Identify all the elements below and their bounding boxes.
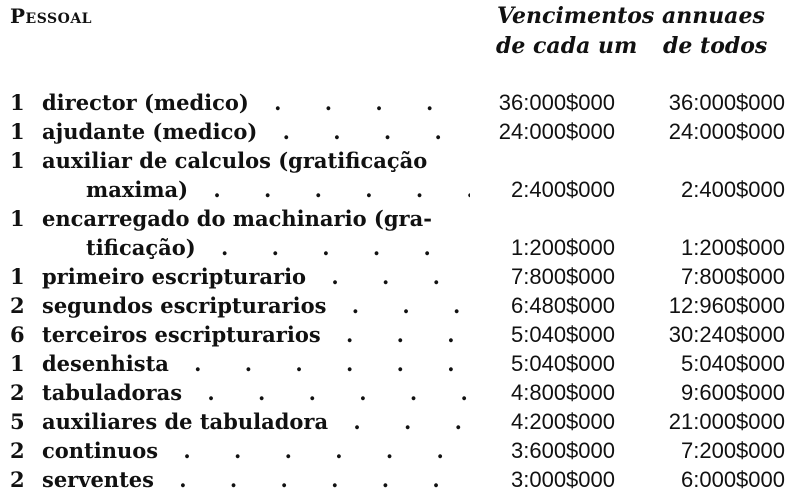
table-row [0, 177, 800, 208]
row-label-continued: maxima) . . . [86, 177, 470, 202]
row-quantity: 2 [10, 438, 25, 463]
row-label: director (medico) . . . [42, 90, 470, 115]
row-salary-each: 4:200$000 [511, 409, 615, 434]
row-label: primeiro escripturario . . . [42, 264, 470, 289]
row-label: auxiliar de calculos (gratificação [42, 148, 428, 173]
row-quantity: 1 [10, 148, 25, 173]
row-salary-all: 1:200$000 [681, 235, 785, 260]
header-each: de cada um [496, 33, 638, 59]
row-salary-each: 24:000$000 [498, 119, 615, 144]
row-label: tabuladoras . . . [42, 380, 470, 405]
row-salary-each: 7:800$000 [511, 264, 615, 289]
row-label: serventes . . . [42, 467, 470, 492]
table-row [0, 409, 800, 440]
row-label: desenhista . . . [42, 351, 470, 376]
row-salary-all: 6:000$000 [681, 467, 785, 492]
table-row [0, 119, 800, 150]
row-quantity: 2 [10, 467, 25, 492]
row-label: terceiros escripturarios . . . [42, 322, 470, 347]
row-quantity: 2 [10, 293, 25, 318]
row-quantity: 5 [10, 409, 25, 434]
row-salary-all: 12:960$000 [668, 293, 785, 318]
row-quantity: 2 [10, 380, 25, 405]
table-row [0, 206, 800, 237]
row-salary-each: 3:600$000 [511, 438, 615, 463]
row-salary-each: 2:400$000 [511, 177, 615, 202]
table-row [0, 351, 800, 382]
row-label-continued: tificação) . . . [86, 235, 470, 260]
header-annual-salaries: Vencimentos annuaes [497, 3, 765, 29]
row-salary-each: 6:480$000 [511, 293, 615, 318]
row-label: continuos . . . [42, 438, 470, 463]
row-salary-all: 5:040$000 [681, 351, 785, 376]
row-salary-all: 2:400$000 [681, 177, 785, 202]
row-quantity: 6 [10, 322, 25, 347]
row-salary-each: 1:200$000 [511, 235, 615, 260]
row-salary-each: 4:800$000 [511, 380, 615, 405]
table-row [0, 264, 800, 295]
row-quantity: 1 [10, 119, 25, 144]
row-label: encarregado do machinario (gra- [42, 206, 432, 231]
header-all: de todos [663, 33, 768, 59]
row-salary-all: 21:000$000 [668, 409, 785, 434]
row-salary-all: 24:000$000 [668, 119, 785, 144]
table-row [0, 438, 800, 466]
row-salary-each: 5:040$000 [511, 351, 615, 376]
table-row [0, 467, 800, 493]
row-salary-each: 5:040$000 [511, 322, 615, 347]
row-salary-all: 7:800$000 [681, 264, 785, 289]
row-salary-each: 3:000$000 [511, 467, 615, 492]
row-salary-all: 36:000$000 [668, 90, 785, 115]
row-quantity: 1 [10, 351, 25, 376]
table-row [0, 322, 800, 353]
table-row [0, 380, 800, 411]
row-quantity: 1 [10, 264, 25, 289]
table-row [0, 90, 800, 121]
row-salary-all: 7:200$000 [681, 438, 785, 463]
section-title: Pessoal [10, 4, 93, 28]
table-row [0, 235, 800, 266]
row-label: ajudante (medico) . . . [42, 119, 470, 144]
table-row [0, 148, 800, 179]
row-label: auxiliares de tabuladora . . . [42, 409, 470, 434]
row-quantity: 1 [10, 90, 25, 115]
row-salary-each: 36:000$000 [498, 90, 615, 115]
table-row [0, 293, 800, 324]
row-salary-all: 30:240$000 [668, 322, 785, 347]
row-salary-all: 9:600$000 [681, 380, 785, 405]
row-label: segundos escripturarios . . . [42, 293, 470, 318]
row-quantity: 1 [10, 206, 25, 231]
